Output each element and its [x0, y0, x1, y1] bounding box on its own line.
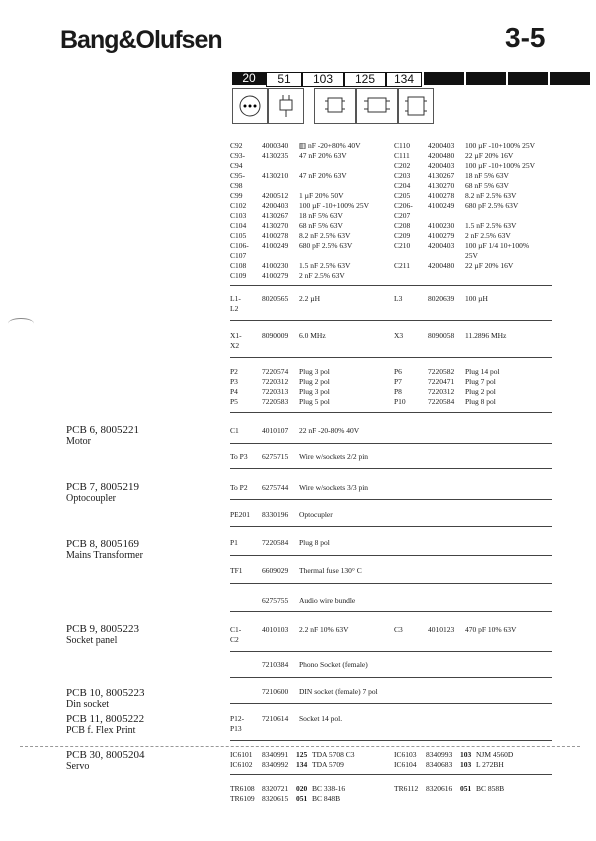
divider [230, 285, 552, 286]
page-number: 3-5 [505, 22, 546, 53]
divider [230, 583, 552, 584]
pcb8-p1: P1 7220584 Plug 8 pol [230, 538, 330, 547]
divider [230, 774, 552, 775]
plug-list-right [394, 367, 500, 407]
divider [230, 412, 552, 413]
list-item: C108 4100230 1.5 nF 2.5% 63V [230, 261, 351, 270]
coil-l2: L2 [230, 304, 239, 313]
divider [230, 677, 552, 678]
list-item: C210 4200403 100 µF 1/4 10+100% [394, 241, 530, 250]
pcb30-subtitle: Servo [66, 761, 90, 772]
list-item: C93- 4130235 47 nF 20% 63V [230, 151, 347, 160]
plug-list-left [230, 367, 330, 407]
divider [230, 526, 552, 527]
list-item: C95- 4130210 47 nF 20% 63V [230, 171, 347, 180]
pcb11-subtitle: PCB f. Flex Print [66, 725, 136, 736]
divider [230, 555, 552, 556]
list-item: P3 7220312 Plug 2 pol [230, 377, 330, 386]
divider [230, 499, 552, 500]
list-item: P4 7220313 Plug 3 pol [230, 387, 330, 396]
pcb6-wire: To P3 6275715 Wire w/sockets 2/2 pin [230, 452, 369, 461]
list-item: TR6108 8320721 020 BC 338-16 TR6112 8320616 051 BC 858B [230, 784, 505, 793]
list-item: C106- 4100249 680 pF 2.5% 63V [230, 241, 353, 250]
list-item: TR6109 8320615 051 BC 848B [230, 794, 341, 803]
pcb8-subtitle: Mains Transformer [66, 550, 143, 561]
list-item: C204 4130270 68 nF 5% 63V [394, 181, 509, 190]
list-item: C207 [394, 211, 411, 220]
divider [230, 703, 552, 704]
pcb30-title: PCB 30, 8005204 [66, 749, 145, 761]
list-item: IC6101 8340991 125 TDA 5708 C3 IC6103 8340993 103 NJM 4560D [230, 750, 514, 759]
package-so8-icon [314, 88, 356, 124]
list-item: C99 4200512 1 µF 20% 50V [230, 191, 344, 200]
list-item: C209 4100279 2 nF 2.5% 63V [394, 231, 511, 240]
divider [230, 443, 552, 444]
tab-51: 51 [266, 72, 302, 87]
divider [230, 357, 552, 358]
list-item: C105 4100278 8.2 nF 2.5% 63V [230, 231, 351, 240]
list-item: C205 4100278 8.2 nF 2.5% 63V [394, 191, 517, 200]
brand-logo: Bang&Olufsen [60, 26, 222, 54]
divider [230, 468, 552, 469]
pcb9-phono: 7210384 Phono Socket (female) [262, 660, 368, 669]
pcb10-subtitle: Din socket [66, 699, 110, 710]
pcb10-title: PCB 10, 8005223 [66, 687, 145, 699]
list-item: P2 7220574 Plug 3 pol [230, 367, 330, 376]
pcb8-title: PCB 8, 8005169 [66, 538, 140, 550]
list-item: P6 7220582 Plug 14 pol [394, 367, 500, 376]
list-item: C203 4130267 18 nF 5% 63V [394, 171, 509, 180]
list-item: P7 7220471 Plug 7 pol [394, 377, 496, 386]
pcb6-subtitle: Motor [66, 436, 91, 447]
tab-125: 125 [344, 72, 386, 87]
list-item: C92 4000340 ▥ nF -20+80% 40V [230, 141, 361, 150]
list-item: C103 4130267 18 nF 5% 63V [230, 211, 343, 220]
package-sot23-icon [268, 88, 304, 124]
list-item: C94 [230, 161, 243, 170]
pcb9-title: PCB 9, 8005223 [66, 623, 140, 635]
list-item: P10 7220584 Plug 8 pol [394, 397, 496, 406]
list-item: C104 4130270 68 nF 5% 63V [230, 221, 343, 230]
package-so16-icon [398, 88, 434, 124]
divider [230, 651, 552, 652]
pcb6-title: PCB 6, 8005221 [66, 424, 140, 436]
pcb30-ic-list [230, 750, 513, 770]
coil-l3: L3 8020639 100 µH [394, 294, 488, 303]
pcb6-c1: C1 4010107 22 nF -20-80% 40V [230, 426, 360, 435]
tab-blank-2 [464, 72, 506, 85]
list-item: C110 4200403 100 µF -10+100% 25V [394, 141, 536, 150]
tab-blank-4 [548, 72, 590, 85]
tab-103: 103 [302, 72, 344, 87]
list-item: C206- 4100249 680 pF 2.5% 63V [394, 201, 519, 210]
list-item: C211 4200480 22 µF 20% 16V [394, 261, 514, 270]
list-item: P8 7220312 Plug 2 pol [394, 387, 496, 396]
coil-l1: L1- 8020565 2.2 µH [230, 294, 320, 303]
pcb10-din: 7210600 DIN socket (female) 7 pol [262, 687, 378, 696]
pcb8-tf1: TF1 6609029 Thermal fuse 130° C [230, 566, 362, 575]
tab-blank-1 [422, 72, 464, 85]
pcb7-wire: To P2 6275744 Wire w/sockets 3/3 pin [230, 483, 369, 492]
tab-134: 134 [386, 72, 422, 87]
list-item: C111 4200480 22 µF 20% 16V [394, 151, 514, 160]
list-item: C109 4100279 2 nF 2.5% 63V [230, 271, 345, 280]
pcb9-subtitle: Socket panel [66, 635, 118, 646]
pcb9-c2: C2 [230, 635, 239, 644]
package-so14-icon [356, 88, 398, 124]
list-item: P5 7220583 Plug 5 pol [230, 397, 330, 406]
pcb7-title: PCB 7, 8005219 [66, 481, 140, 493]
divider [230, 320, 552, 321]
dashed-divider [20, 746, 580, 747]
tab-20: 20 [230, 72, 266, 85]
list-item: C107 [230, 251, 247, 260]
crystal-x2: X2 [230, 341, 240, 350]
pcb11-p12: P12- 7210614 Socket 14 pol. [230, 714, 343, 723]
tab-blank-3 [506, 72, 548, 85]
list-item: C208 4100230 1.5 nF 2.5% 63V [394, 221, 517, 230]
scan-mark [8, 318, 34, 329]
package-tabs [230, 72, 590, 87]
list-item: IC6102 8340992 134 TDA 5709 IC6104 8340683 103 L 272BH [230, 760, 504, 769]
pcb9-c1: C1- 4010103 2.2 nF 10% 63V [230, 625, 349, 634]
divider [230, 740, 552, 741]
list-item: C202 4200403 100 µF -10+100% 25V [394, 161, 536, 170]
capacitor-list-right [394, 141, 535, 271]
divider [230, 611, 552, 612]
pcb11-title: PCB 11, 8005222 [66, 713, 145, 725]
pcb7-subtitle: Optocoupler [66, 493, 116, 504]
pcb11-p13: P13 [230, 724, 242, 733]
pcb8-audio-wire: 6275755 Audio wire bundle [262, 596, 356, 605]
list-item: C98 [230, 181, 243, 190]
pcb30-transistor-list [230, 784, 504, 804]
list-item: C102 4200403 100 µF -10+100% 25V [230, 201, 370, 210]
package-to92-icon [232, 88, 268, 124]
pcb9-c3: C3 4010123 470 pF 10% 63V [394, 625, 517, 634]
crystal-x1: X1- 8090009 6.0 MHz [230, 331, 326, 340]
crystal-x3: X3 8090058 11.2896 MHz [394, 331, 507, 340]
capacitor-list-left [230, 141, 369, 281]
pcb7-pe201: PE201 8330196 Optocupler [230, 510, 333, 519]
list-item: 25V [465, 251, 478, 260]
